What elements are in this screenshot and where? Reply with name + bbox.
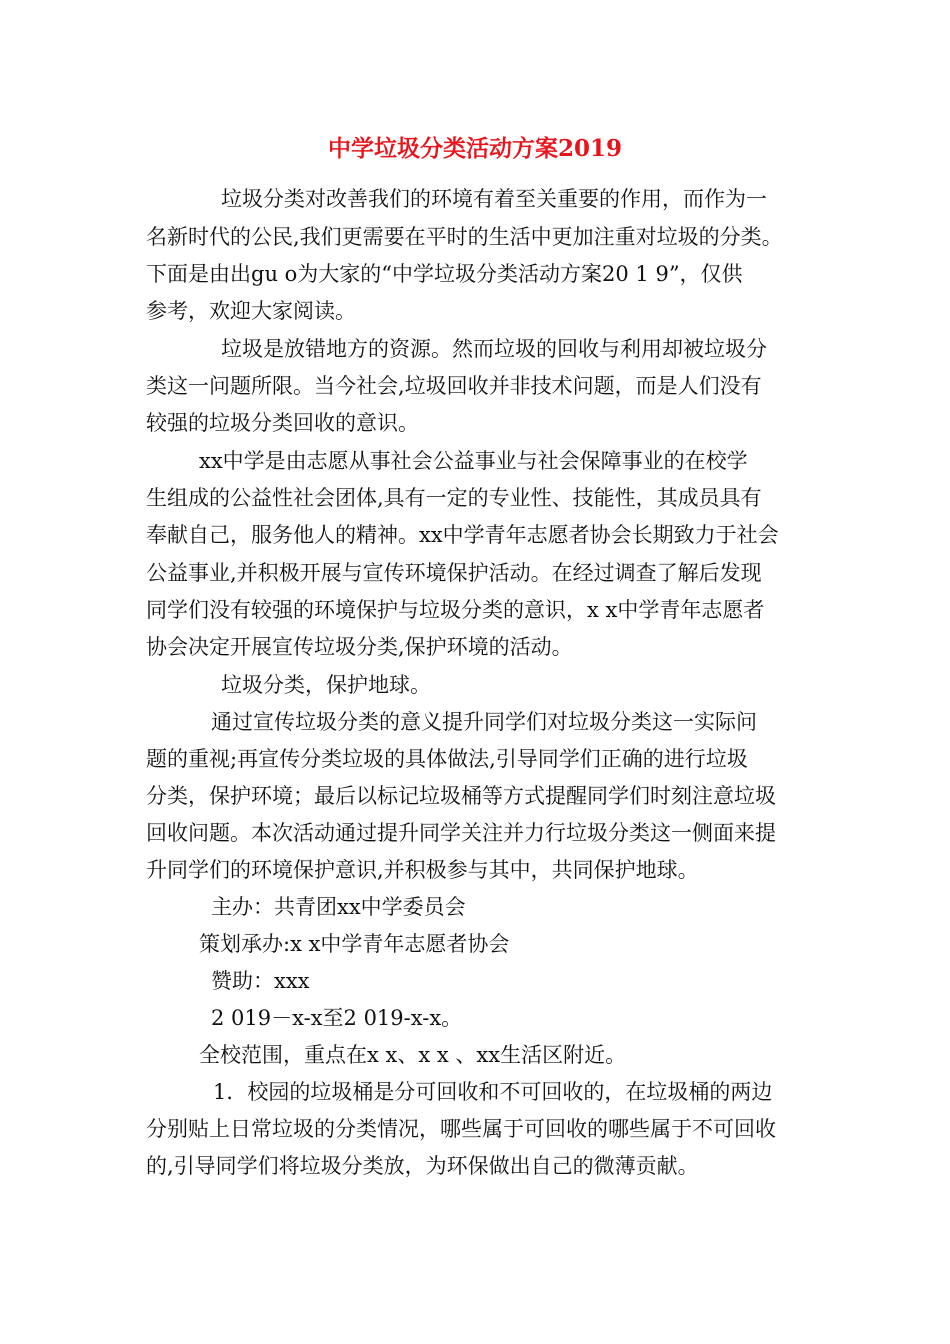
text-line: 下面是由出gu o为大家的“中学垃圾分类活动方案20 1 9”，仅供 [146, 262, 743, 286]
text-line: xx中学是由志愿从事社会公益事业与社会保障事业的在校学 [199, 449, 748, 473]
text-line: 赞助：xxx [211, 969, 310, 993]
text-line: 主办：共青团xx中学委员会 [211, 895, 466, 919]
text-line: 2 019－x-x至2 019-x-x。 [211, 1006, 463, 1030]
text-line: 公益事业,并积极开展与宣传环境保护活动。在经过调查了解后发现 [146, 561, 762, 585]
text-line: 垃圾分类对改善我们的环境有着至关重要的作用，而作为一 [221, 187, 767, 211]
text-line: 垃圾分类，保护地球。 [221, 673, 431, 697]
text-line: 升同学们的环境保护意识,并积极参与其中，共同保护地球。 [146, 858, 699, 882]
text-line: 的,引导同学们将垃圾分类放，为环保做出自己的微薄贡献。 [146, 1154, 699, 1178]
text-line: 策划承办:x x中学青年志愿者协会 [199, 932, 510, 956]
text-line: 全校范围，重点在x x、x x 、xx生活区附近。 [199, 1043, 627, 1067]
text-line: 分类，保护环境；最后以标记垃圾桶等方式提醒同学们时刻注意垃圾 [146, 784, 776, 808]
text-line: 类这一问题所限。当今社会,垃圾回收并非技术问题，而是人们没有 [146, 374, 762, 398]
document-title: 中学垃圾分类活动方案2019 [327, 135, 622, 162]
text-line: 较强的垃圾分类回收的意识。 [146, 411, 419, 435]
text-line: 协会决定开展宣传垃圾分类,保护环境的活动。 [146, 635, 573, 659]
text-line: 1．校园的垃圾桶是分可回收和不可回收的，在垃圾桶的两边 [213, 1080, 773, 1104]
text-line: 分别贴上日常垃圾的分类情况，哪些属于可回收的哪些属于不可回收 [146, 1117, 776, 1141]
text-line: 奉献自己，服务他人的精神。xx中学青年志愿者协会长期致力于社会 [146, 523, 779, 547]
text-line: 同学们没有较强的环境保护与垃圾分类的意识，x x中学青年志愿者 [146, 598, 765, 622]
text-line: 题的重视;再宣传分类垃圾的具体做法,引导同学们正确的进行垃圾 [146, 747, 748, 771]
text-line: 名新时代的公民,我们更需要在平时的生活中更加注重对垃圾的分类。 [146, 225, 783, 249]
text-line: 生组成的公益性社会团体,具有一定的专业性、技能性，其成员具有 [146, 486, 762, 510]
text-line: 参考，欢迎大家阅读。 [146, 299, 356, 323]
text-line: 回收问题。本次活动通过提升同学关注并力行垃圾分类这一侧面来提 [146, 821, 776, 845]
text-line: 通过宣传垃圾分类的意义提升同学们对垃圾分类这一实际问 [211, 710, 757, 734]
text-line: 垃圾是放错地方的资源。然而垃圾的回收与利用却被垃圾分 [221, 337, 767, 361]
